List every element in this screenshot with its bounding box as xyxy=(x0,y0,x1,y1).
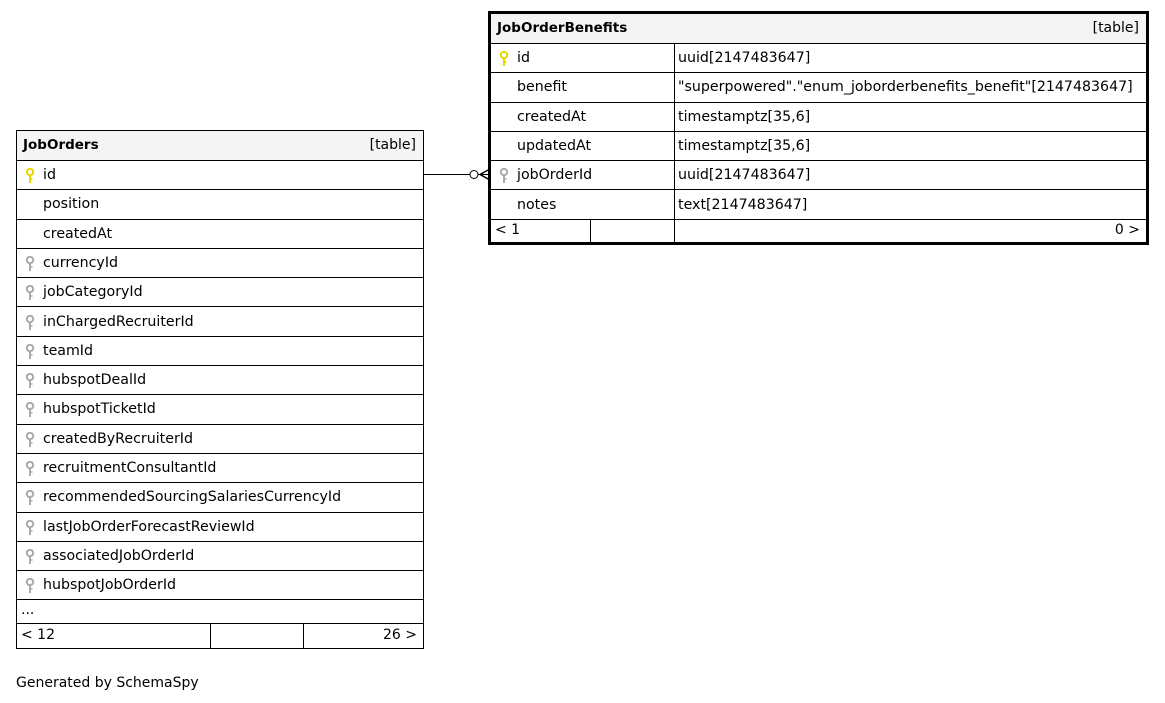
column-row[interactable] xyxy=(17,483,423,512)
foreign-key-icon xyxy=(25,285,35,301)
column-row[interactable] xyxy=(17,161,423,190)
table-job-orders[interactable] xyxy=(16,130,424,649)
column-name: hubspotJobOrderId xyxy=(43,577,177,594)
column-name: createdAt xyxy=(43,225,113,242)
column-row[interactable] xyxy=(17,395,423,424)
table-footer xyxy=(17,624,423,649)
foreign-key-icon xyxy=(25,402,35,418)
column-name: jobCategoryId xyxy=(43,284,143,301)
column-row[interactable] xyxy=(17,308,423,337)
column-row[interactable] xyxy=(491,191,1146,220)
column-name: benefit xyxy=(517,79,567,96)
ellipsis-row xyxy=(17,600,423,624)
optional-circle-marker xyxy=(470,171,478,179)
foreign-key-icon xyxy=(25,490,35,506)
column-name: hubspotDealId xyxy=(43,372,147,389)
column-name: id xyxy=(43,167,56,183)
table-name: JobOrderBenefits xyxy=(497,20,628,36)
column-row[interactable] xyxy=(17,425,423,454)
column-row[interactable] xyxy=(17,366,423,395)
column-type: timestamptz[35,6] xyxy=(678,108,811,125)
foreign-key-icon xyxy=(25,256,35,272)
foreign-key-icon xyxy=(25,315,35,331)
column-row[interactable] xyxy=(491,73,1146,102)
column-row[interactable] xyxy=(17,190,423,219)
column-name: createdByRecruiterId xyxy=(43,430,194,447)
child-count[interactable]: 26 > xyxy=(383,627,417,643)
column-name: position xyxy=(43,196,100,213)
column-row[interactable] xyxy=(17,220,423,249)
column-row[interactable] xyxy=(491,103,1146,132)
primary-key-icon xyxy=(25,168,35,184)
column-row[interactable] xyxy=(491,44,1146,73)
parent-count[interactable]: < 1 xyxy=(495,222,521,238)
column-name: teamId xyxy=(43,342,93,359)
column-type: timestamptz[35,6] xyxy=(678,137,811,154)
table-job-order-benefits[interactable] xyxy=(488,11,1149,245)
column-name: recruitmentConsultantId xyxy=(43,460,217,476)
foreign-key-icon xyxy=(25,461,35,477)
column-name: id xyxy=(517,50,530,66)
column-row[interactable] xyxy=(17,513,423,542)
foreign-key-icon xyxy=(25,520,35,536)
column-row[interactable] xyxy=(491,161,1146,190)
child-count[interactable]: 0 > xyxy=(1114,222,1140,238)
column-name: associatedJobOrderId xyxy=(43,547,195,564)
foreign-key-icon xyxy=(499,168,509,184)
table-kind: [table] xyxy=(1092,20,1139,36)
column-name: notes xyxy=(517,196,557,213)
column-name: jobOrderId xyxy=(517,167,593,184)
column-row[interactable] xyxy=(17,542,423,571)
column-name: hubspotTicketId xyxy=(43,401,156,418)
column-type: uuid[2147483647] xyxy=(678,167,811,184)
table-kind: [table] xyxy=(369,137,416,153)
column-row[interactable] xyxy=(491,132,1146,161)
generated-by-label: Generated by SchemaSpy xyxy=(16,675,199,691)
column-type: text[2147483647] xyxy=(678,196,808,213)
more-columns-ellipsis: ... xyxy=(21,602,35,618)
table-footer xyxy=(491,219,1146,242)
column-divider xyxy=(674,44,675,242)
column-type: "superpowered"."enum_joborderbenefits_benefit"[2147483647] xyxy=(678,79,1133,96)
column-name: currencyId xyxy=(43,254,119,271)
parent-count[interactable]: < 12 xyxy=(21,627,55,643)
table-header xyxy=(491,14,1146,44)
foreign-key-icon xyxy=(25,578,35,594)
primary-key-icon xyxy=(499,51,509,67)
column-name: createdAt xyxy=(517,108,587,125)
column-row[interactable] xyxy=(17,337,423,366)
table-name: JobOrders xyxy=(23,137,99,153)
column-type: uuid[2147483647] xyxy=(678,50,811,66)
column-name: lastJobOrderForecastReviewId xyxy=(43,518,255,535)
column-name: inChargedRecruiterId xyxy=(43,313,194,330)
column-row[interactable] xyxy=(17,249,423,278)
foreign-key-icon xyxy=(25,344,35,360)
column-row[interactable] xyxy=(17,454,423,483)
foreign-key-icon xyxy=(25,373,35,389)
foreign-key-icon xyxy=(25,432,35,448)
column-name: updatedAt xyxy=(517,137,592,154)
table-header xyxy=(17,131,423,161)
column-name: recommendedSourcingSalariesCurrencyId xyxy=(43,489,342,506)
column-row[interactable] xyxy=(17,278,423,307)
column-row[interactable] xyxy=(17,571,423,600)
foreign-key-icon xyxy=(25,549,35,565)
